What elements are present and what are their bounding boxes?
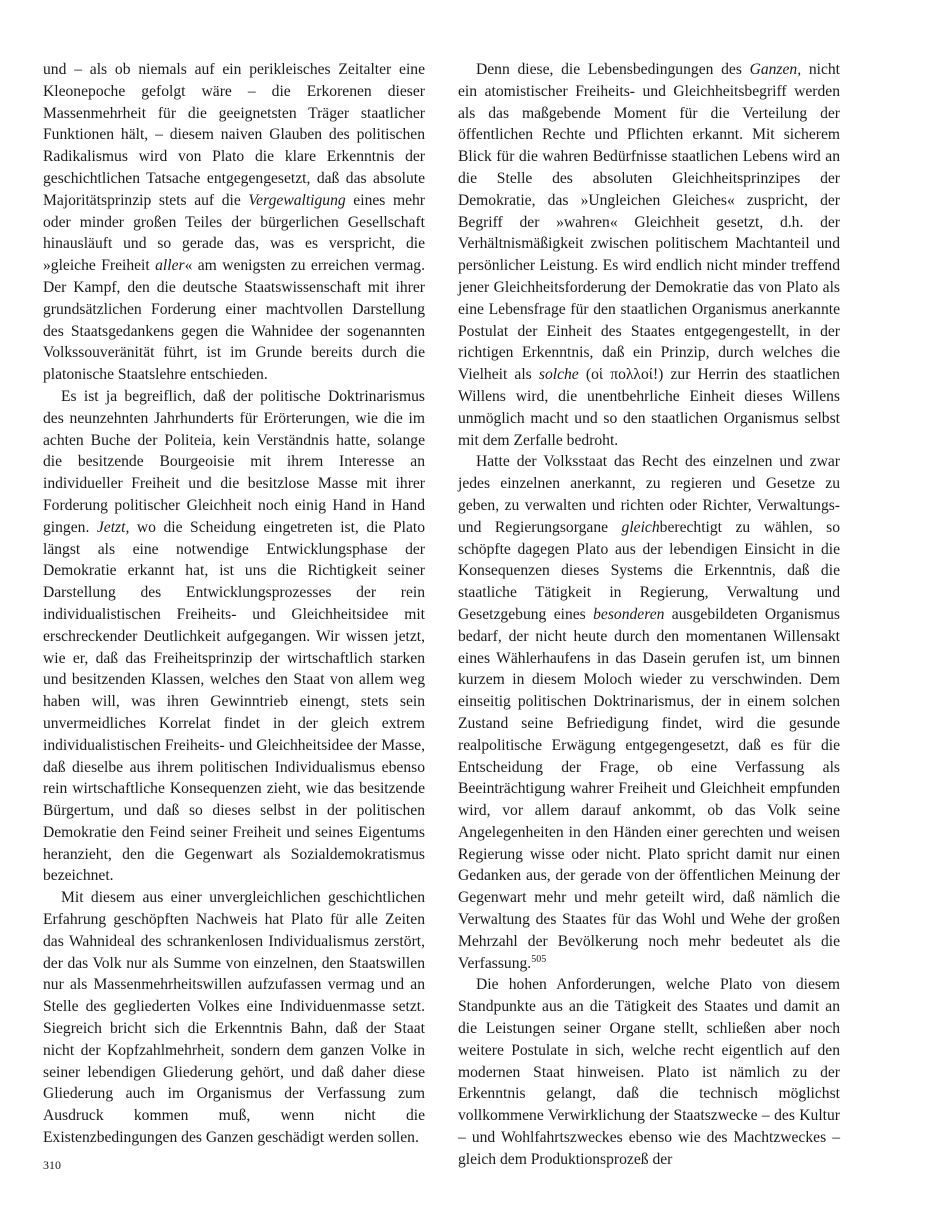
footnote-marker: 505 [531, 953, 547, 965]
text-run: Die hohen Anforderungen, welche Plato von diesem Standpunkte aus an die Tätigkeit des Staates und damit an die Leistungen seiner Organe stellt, schließen aber noch weitere Postulate in sich, welche recht eigentlich auf den modernen Staat hinweisen. Plato ist nämlich zu der Erkenntnis gelangt, daß die technisch möglichst vollkommene Verwirklichung der Staatszwecke – des Kultur – und Wohlfahrtszweckes ebenso wie des Machtzweckes – gleich dem Produktionsprozeß der [458, 976, 840, 1168]
right-paragraph-1 [458, 59, 840, 451]
left-text-column [43, 59, 425, 1149]
text-run: Hatte der Volksstaat das Recht des einzelnen und zwar jedes einzelnen anerkannt, zu regieren und Gesetze zu geben, zu verwalten und richten oder Richter, Verwaltungs- und Regierungsorgane [458, 453, 840, 536]
text-run: nicht ein atomistischer Freiheits- und Gleichheitsbegriff werden als das maßgebende Moment für die Verteilung der öffentlichen Rechte und Pflichten erkannt. Mit sicherem Blick für die wahren Bedürfnisse staatlichen Lebens wird an die Stelle des absoluten Gleichheitsprinzipes der Demokratie, das »Ungleichen Gleiches« zuspricht, der Begriff der »wahren« Gleichheit gesetzt, d.h. der Verhältnismäßigkeit zwischen politischem Machtanteil und persönlicher Leistung. Es wird endlich nicht minder treffend jener Gleichheitsforderung der Demokratie das von Plato als eine Lebensfrage für den staatlichen Organismus anerkannte Postulat der Einheit des Staates entgegengestellt, in der richtigen Erkenntnis, daß ein Prinzip, durch welches die Vielheit als [458, 61, 840, 384]
italic-text: Vergewaltigung [248, 191, 346, 209]
text-run: und – als ob niemals auf ein perikleisches Zeitalter eine Kleonepoche gefolgt wäre – die Erkorenen dieser Massenmehrheit für die geeignetsten Träger staatlicher Funktionen hält, – diesem naiven Glauben des politischen Radikalismus wird von Plato die klare Erkenntnis der geschichtlichen Tatsache entgegengesetzt, daß das absolute Majoritätsprinzip stets auf die [43, 61, 425, 209]
left-paragraph-1 [43, 59, 425, 386]
text-run: berechtigt zu wählen, so schöpfte dagegen Plato aus der lebendigen Einsicht in die Konsequenzen dieses Systems die Erkenntnis, daß die staatliche Tätigkeit in Regierung, Verwaltung und Gesetzgebung eines [458, 518, 840, 623]
text-run: Denn diese, die Lebensbedingungen des [476, 61, 750, 78]
right-paragraph-3 [458, 974, 840, 1170]
italic-text: solche [538, 366, 579, 384]
text-run: wo die Scheidung eingetreten ist, die Plato längst als eine notwendige Entwicklungsphase der Demokratie erkannt hat, ist uns die Richtigkeit seiner Darstellung des Entwicklungsprozesses der rein individualistischen Freiheits- und Gleichheitsidee mit erschreckender Deutlichkeit aufgegangen. Wir wissen jetzt, wie er, daß das Freiheitsprinzip der wirtschaftlich starken und besitzenden Klassen, welches den Staat von allem weg haben will, was ihren Gewinntrieb einengt, stets sein unvermeidliches Korrelat findet in der gleich extrem individualistischen Freiheits- und Gleichheitsidee der Masse, daß dieselbe aus ihrem politischen Individualismus ebenso rein wirtschaftliche Konsequenzen zieht, wie das besitzende Bürgertum, und daß so dieses selbst in der politischen Demokratie den Feind seiner Freiheit und seines Eigentums heranzieht, den die Gegenwart als Sozialdemokratismus bezeichnet. [43, 518, 425, 885]
right-text-column [458, 59, 840, 1171]
text-run: Es ist ja begreiflich, daß der politische Doktrinarismus des neunzehnten Jahrhunderts für Erörterungen, wie die im achten Buche der Politeia, kein Verständnis hatte, solange die besitzende Bourgeoisie mit ihrem Interesse an individueller Freiheit und die besitzlose Masse mit ihrer Forderung politischer Gleichheit noch einig Hand in Hand gingen. [43, 387, 425, 536]
text-run: (οἱ πολλοί!) zur Herrin des staatlichen Willens wird, die unentbehrliche Einheit dieses Willens unmöglich macht und so den staatlichen Organismus selbst mit dem Zerfalle bedroht. [458, 366, 840, 449]
left-paragraph-2 [43, 386, 425, 887]
page-number: 310 [43, 1158, 61, 1172]
italic-text: besonderen [593, 605, 665, 623]
text-run: Mit diesem aus einer unvergleichlichen geschichtlichen Erfahrung geschöpften Nachweis hat Plato für alle Zeiten das Wahnideal des schrankenlosen Individualismus zerstört, der das Volk nur als Summe von einzelnen, den Staatswillen nur als Massenmehrheitswillen aufzufassen vermag und an Stelle des gegliederten Volkes eine Individuenmasse setzt. Siegreich bricht sich die Erkenntnis Bahn, daß der Staat nicht der Kopfzahlmehrheit, sondern dem ganzen Volke in seiner lebendigen Gliederung gehört, und daß daher diese Gliederung auch im Organismus der Verfassung zum Ausdruck kommen muß, wenn nicht die Existenzbedingungen des Ganzen geschädigt werden sollen. [43, 889, 425, 1147]
text-run: « am wenigsten zu erreichen vermag. Der Kampf, den die deutsche Staatswissenschaft mit ihrer grundsätzlichen Forderung einer machtvollen Darstellung des Staatsgedankens gegen die Wahnidee der sogenannten Volkssouveränität führt, ist im Grunde bereits durch die platonische Staatslehre entschieden. [43, 257, 425, 384]
text-run: eines mehr oder minder großen Teiles der bürgerlichen Gesellschaft hinausläuft und so gerade das, was es verspricht, die »gleiche Freiheit [43, 191, 425, 275]
text-run: ausgebildeten Organismus bedarf, der nicht heute durch den momentanen Willensakt eines Wählerhaufens in das Dasein gerufen ist, um binnen kurzem in diesem Moloch wieder zu verschwinden. Dem einseitig politischen Doktrinarismus, der in einem solchen Zustand seine Befriedigung findet, wird die gesunde realpolitische Erwägung entgegengesetzt, daß es für die Entscheidung der Frage, ob eine Verfassung als Beeinträchtigung wahrer Freiheit und Gleichheit empfunden wird, vor allem darauf ankommt, ob das Volk seine Angelegenheiten in den Händen einer gerechten und weisen Regierung wisse oder nicht. Plato spricht damit nur einen Gedanken aus, der gerade von der öffentlichen Meinung der Gegenwart mehr und mehr geteilt wird, daß nämlich die Verwaltung des Staates für das Wohl und Wehe der großen Mehrzahl der Bevölkerung noch mehr bedeutet als die Verfassung. [458, 605, 840, 972]
italic-text: gleich [621, 518, 660, 536]
right-paragraph-2 [458, 451, 840, 974]
italic-text: aller [155, 257, 185, 275]
left-paragraph-3 [43, 887, 425, 1149]
italic-text: Jetzt, [96, 518, 130, 536]
italic-text: Ganzen, [749, 61, 802, 78]
